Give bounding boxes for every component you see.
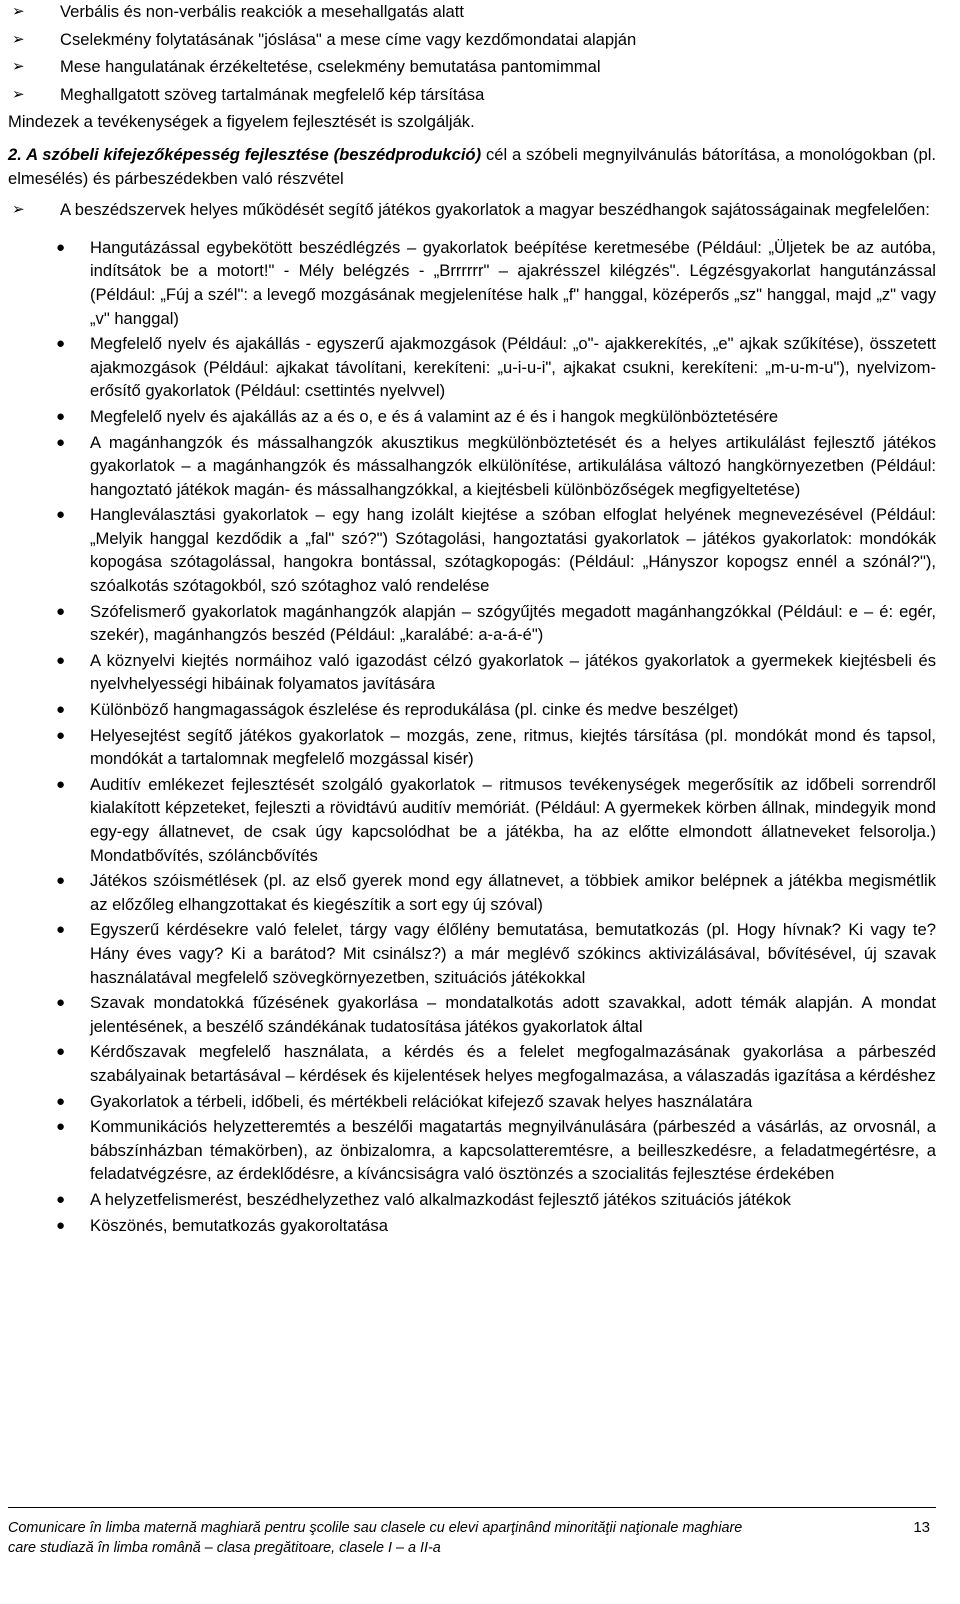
bullet-text: Szófelismerő gyakorlatok magánhangzók alapján – szógyűjtés megadott magánhangzókkal (Például: e – é: egér, szekér), magánhangzós beszéd (Például: „karalábé: a-a-á-é") bbox=[90, 601, 936, 645]
bullet-item bbox=[8, 649, 936, 696]
bullet-dot-icon: ● bbox=[56, 506, 66, 524]
arrow-bullet-icon: ➢ bbox=[12, 85, 25, 103]
document-page bbox=[8, 0, 936, 1239]
bullet-dot-icon: ● bbox=[56, 1216, 66, 1234]
bullet-item bbox=[8, 236, 936, 330]
bullet-dot-icon: ● bbox=[56, 238, 66, 256]
arrow-bullet-icon: ➢ bbox=[12, 201, 25, 219]
bullet-text: Helyesejtést segítő játékos gyakorlatok – mozgás, zene, ritmus, kiejtés társítása (pl. mondókát mond és tapsol, mondókát a tartalomnak megfelelő mozgással kisér) bbox=[90, 725, 936, 769]
list-item-text: Cselekmény folytatásának "jóslása" a mese címe vagy kezdőmondatai alapján bbox=[60, 29, 637, 49]
bullet-text: A helyzetfelismerést, beszédhelyzethez való alkalmazkodást fejlesztő játékos szituációs játékok bbox=[90, 1189, 791, 1209]
bullet-item bbox=[8, 1115, 936, 1186]
bullet-dot-icon: ● bbox=[56, 1043, 66, 1061]
arrow-bullet-icon: ➢ bbox=[12, 3, 25, 20]
bullet-item bbox=[8, 600, 936, 647]
bullet-text: Gyakorlatok a térbeli, időbeli, és mértékbeli relációkat kifejező szavak helyes használatára bbox=[90, 1091, 753, 1111]
list-item-text: Verbális és non-verbális reakciók a mesehallgatás alatt bbox=[60, 2, 464, 21]
bullet-item bbox=[8, 1040, 936, 1087]
bullet-text: Egyszerű kérdésekre való felelet, tárgy vagy élőlény bemutatása, bemutatkozás (pl. Hogy hívnak? Ki vagy te? Hány éves vagy? Ki a barátod? Mit csinálsz?) a már meglévő szókincs aktivizálásával, bővítésével, új szavak használatával megfelelő szövegkörnyezetben, szituációs játékokkal bbox=[90, 920, 936, 987]
bullet-dot-icon: ● bbox=[56, 335, 66, 353]
bullet-item bbox=[8, 698, 936, 722]
bullet-text: Szavak mondatokká fűzésének gyakorlása – mondatalkotás adott szavakkal, adott témák alapján. A mondat jelentésének, a beszélő szándékának tudatosítása játékos gyakorlatok által bbox=[90, 993, 936, 1036]
bullet-text: Hangutázással egybekötött beszédlégzés – gyakorlatok beépítése keretmesébe (Például: „Üljetek be az autóba, indítsátok be a motort!" - Mély belégzés - „Brrrrrr" – ajakrésszel kilégzés". Légzésgyakorlat hangutánzással (Például: „Fúj a szél": a levegő mozgásának megjelenítése halk „f" hanggal, középerős „sz" hanggal, majd „z" vagy „v" hanggal) bbox=[90, 237, 936, 328]
arrow-bullet-icon: ➢ bbox=[12, 30, 25, 48]
bullet-text: A köznyelvi kiejtés normáihoz való igazodást célzó gyakorlatok – játékos gyakorlatok a gyermekek kiejtésbeli és nyelvhelyességi hibáinak folyamatos javítására bbox=[90, 650, 936, 694]
page-number: 13 bbox=[913, 1519, 930, 1536]
list-item bbox=[8, 83, 936, 107]
bullet-text: Auditív emlékezet fejlesztését szolgáló gyakorlatok – ritmusos tevékenységek megerősítik az időbeli sorrendről kialakított képzeteket, fejleszti a rövidtávú auditív memóriát. (Például: A gyermekek körben állnak, mindegyik mond egy-egy állatnevet, de csak úgy kapcsolódhat be a játékba, ha az előtte elmondott állatneveket felsorolja.) Mondatbővítés, szóláncbővítés bbox=[90, 774, 936, 865]
bullet-dot-icon: ● bbox=[56, 872, 66, 890]
bullet-text: Kommunikációs helyzetteremtés a beszélői magatartás megnyilvánulására (párbeszéd a vásárlás, az orvosnál, a bábszínházban témakörben), az önbizalomra, a kapcsolatteremtésre, a beilleszkedésre, a feladatmegértésre, a feladatvégzésre, az érdeklődésre, a kíváncsiságra való ösztönzés a szocialitás fejlesztése érdekében bbox=[90, 1117, 936, 1184]
list-item bbox=[8, 55, 936, 79]
bullet-dot-icon: ● bbox=[56, 1118, 66, 1136]
bullet-dot-icon: ● bbox=[56, 651, 66, 669]
list-item-text: Meghallgatott szöveg tartalmának megfelelő kép társítása bbox=[60, 84, 485, 104]
bullet-text: Köszönés, bemutatkozás gyakoroltatása bbox=[90, 1215, 388, 1235]
bullet-dot-icon: ● bbox=[56, 726, 66, 744]
bullet-text: A magánhangzók és mássalhangzók akusztikus megkülönböztetését és a helyes artikulálást fejlesztő játékos gyakorlatok – a magánhangzók és mássalhangzók elkülönítése, artikulálása változó hangkörnyezetben (Például: hangoztató játékok magán- és mássalhangzókkal, a kiejtésbeli különbözőségek megfigyeltetése) bbox=[90, 432, 936, 499]
bullet-dot-icon: ● bbox=[56, 775, 66, 793]
bullet-item bbox=[8, 724, 936, 771]
list-item bbox=[8, 0, 936, 24]
bullet-item bbox=[8, 773, 936, 867]
bullet-dot-icon: ● bbox=[56, 1092, 66, 1110]
bullet-item bbox=[8, 1188, 936, 1212]
bullet-text: Megfelelő nyelv és ajakállás - egyszerű ajakmozgások (Például: „o"- ajakkerekítés, „e" ajkak szűkítése), összetett ajakmozgások (Például: ajkakat távolítani, kerekíteni: „u-i-u-i", ajkakat csukni, kerekíteni: „m-u-m-u"), nyelvizom-erősítő gyakorlatok (Például: csettintés nyelvvel) bbox=[90, 334, 936, 401]
bullet-item bbox=[8, 1214, 936, 1238]
section-title: 2. A szóbeli kifejezőképesség fejlesztése (beszédprodukció) bbox=[8, 144, 482, 164]
footer-line: care studiază în limba română – clasa pregătitoare, clasele I – a II-a bbox=[8, 1540, 441, 1556]
bullet-item bbox=[8, 991, 936, 1038]
bullet-item bbox=[8, 405, 936, 429]
bullet-item bbox=[8, 503, 936, 597]
bullet-item bbox=[8, 332, 936, 403]
bullet-text: Kérdőszavak megfelelő használata, a kérdés és a felelet megfogalmazásának gyakorlása a párbeszéd szabályainak betartásával – kérdések és kijelentések helyes megfogalmazása, a válaszadás igazítása a kérdéshez bbox=[90, 1042, 936, 1085]
bullet-item bbox=[8, 1090, 936, 1114]
bullet-text: Játékos szóismétlések (pl. az első gyerek mond egy állatnevet, a többiek amikor belépnek a játékba megismétlik az előzőleg elhangzottakat és kiegészítik a sort egy új szóval) bbox=[90, 871, 936, 914]
bullet-dot-icon: ● bbox=[56, 602, 66, 620]
bullet-text: Különböző hangmagasságok észlelése és reprodukálása (pl. cinke és medve beszélget) bbox=[90, 700, 739, 720]
bullet-item bbox=[8, 869, 936, 916]
bullet-dot-icon: ● bbox=[56, 921, 66, 939]
list-item bbox=[8, 198, 936, 222]
bullet-dot-icon: ● bbox=[56, 994, 66, 1012]
section-intro: cél a szóbeli megnyilvánulás bátorítása, a monológokban (pl. elmesélés) és párbeszédekben való részvétel bbox=[8, 144, 937, 188]
page-footer bbox=[8, 1507, 936, 1558]
bullet-item bbox=[8, 431, 936, 502]
bullet-text: Hangleválasztási gyakorlatok – egy hang izolált kiejtése a szóban elfoglat helyének megnevezésével (Például: „Melyik hanggal kezdődik a „fal" szó?") Szótagolási, hangoztatási gyakorlatok – játékos gyakorlatok: mondókák kopogása szótagolással, hangokra bontással, szótagkopogás: (Például: „Hányszor kopogsz ennél a szónál?"), szóalkotás szótagokból, szó szótaghoz való rendelése bbox=[90, 505, 936, 596]
list-item-text: Mese hangulatának érzékeltetése, cselekmény bemutatása pantomimmal bbox=[60, 57, 601, 77]
list-item bbox=[8, 28, 936, 52]
bullet-text: Megfelelő nyelv és ajakállás az a és o, e és á valamint az é és i hangok megkülönböztetésére bbox=[90, 406, 779, 426]
bullet-dot-icon: ● bbox=[56, 701, 66, 719]
arrow-bullet-icon: ➢ bbox=[12, 58, 25, 76]
list-item-text: A beszédszervek helyes működését segítő játékos gyakorlatok a magyar beszédhangok sajátosságainak megfelelően: bbox=[60, 200, 930, 220]
bullet-dot-icon: ● bbox=[56, 433, 66, 451]
footer-line: Comunicare în limba maternă maghiară pentru şcolile sau clasele cu elevi aparţinând minorităţii naţionale maghiare bbox=[8, 1520, 743, 1536]
exercise-list bbox=[8, 236, 936, 1237]
bullet-dot-icon: ● bbox=[56, 407, 66, 425]
bullet-dot-icon: ● bbox=[56, 1190, 66, 1208]
summary-paragraph: Mindezek a tevékenységek a figyelem fejlesztését is szolgálják. bbox=[8, 112, 475, 132]
section-heading bbox=[8, 143, 936, 190]
bullet-item bbox=[8, 918, 936, 989]
